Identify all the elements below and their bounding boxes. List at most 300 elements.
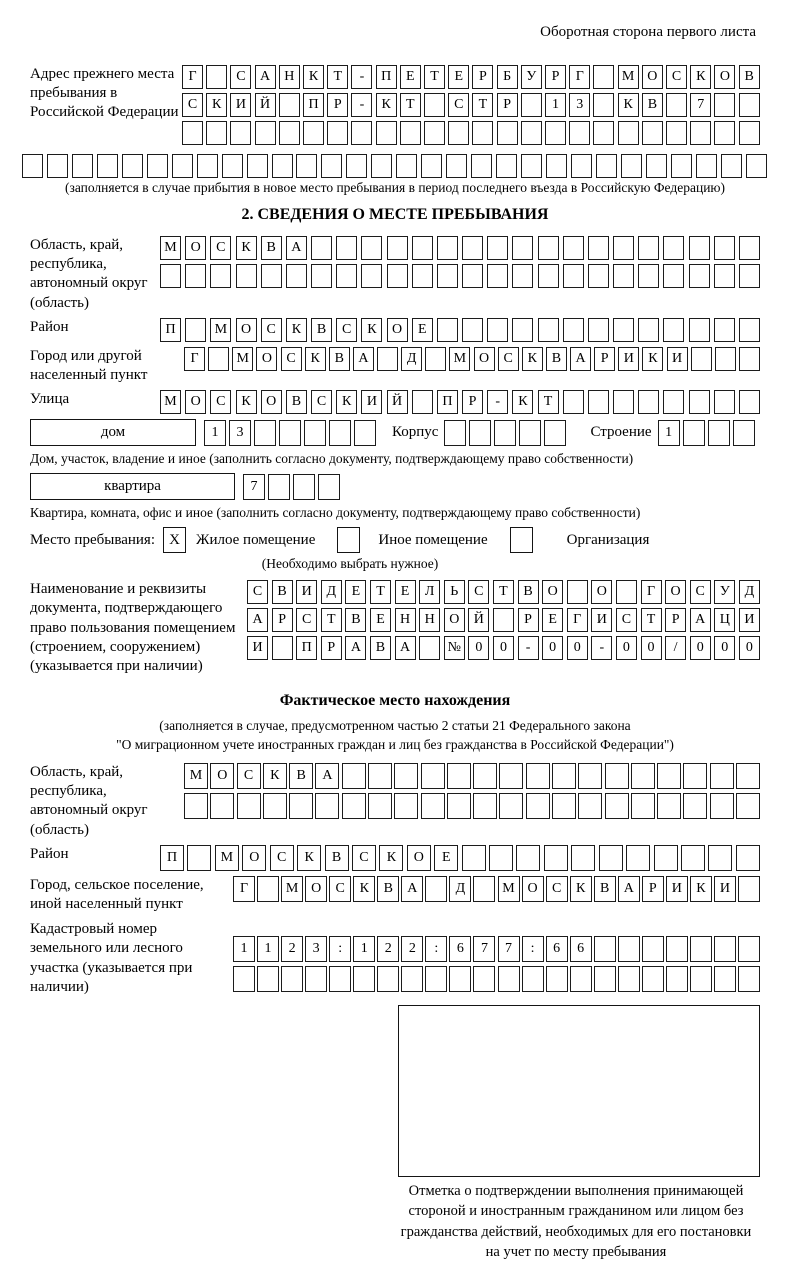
char-cell[interactable] (521, 121, 542, 145)
char-cell[interactable] (419, 636, 440, 660)
char-cell[interactable] (689, 236, 710, 260)
char-cell[interactable]: М (618, 65, 639, 89)
char-cell[interactable] (184, 793, 208, 819)
char-cell[interactable] (739, 390, 760, 414)
char-cell[interactable]: М (160, 390, 181, 414)
char-cell[interactable] (446, 154, 467, 178)
char-cell[interactable] (263, 793, 287, 819)
char-cell[interactable]: К (286, 318, 307, 342)
char-cell[interactable]: О (236, 318, 257, 342)
char-cell[interactable] (279, 420, 301, 446)
char-cell[interactable] (493, 608, 514, 632)
char-cell[interactable] (412, 236, 433, 260)
char-cell[interactable]: С (352, 845, 376, 871)
char-cell[interactable]: К (236, 236, 257, 260)
char-cell[interactable] (261, 264, 282, 288)
char-cell[interactable] (714, 936, 736, 962)
char-cell[interactable]: 6 (546, 936, 568, 962)
char-cell[interactable]: К (297, 845, 321, 871)
char-cell[interactable]: Г (641, 580, 662, 604)
char-cell[interactable] (172, 154, 193, 178)
char-cell[interactable]: С (546, 876, 568, 902)
char-cell[interactable]: 0 (616, 636, 637, 660)
char-cell[interactable] (286, 264, 307, 288)
char-cell[interactable] (638, 236, 659, 260)
char-cell[interactable] (563, 264, 584, 288)
char-cell[interactable]: В (370, 636, 391, 660)
char-cell[interactable]: К (263, 763, 287, 789)
char-cell[interactable]: М (184, 763, 208, 789)
char-cell[interactable] (638, 264, 659, 288)
char-cell[interactable]: А (353, 347, 374, 371)
char-cell[interactable]: Р (321, 636, 342, 660)
char-cell[interactable] (571, 845, 595, 871)
char-cell[interactable]: О (591, 580, 612, 604)
char-cell[interactable]: / (665, 636, 686, 660)
char-cell[interactable] (351, 121, 372, 145)
char-cell[interactable]: Е (345, 580, 366, 604)
char-cell[interactable]: Е (434, 845, 458, 871)
char-cell[interactable] (342, 763, 366, 789)
char-cell[interactable]: : (425, 936, 447, 962)
char-cell[interactable] (746, 154, 767, 178)
char-cell[interactable] (642, 936, 664, 962)
char-cell[interactable]: В (345, 608, 366, 632)
char-cell[interactable] (346, 154, 367, 178)
char-cell[interactable] (544, 845, 568, 871)
char-cell[interactable] (663, 264, 684, 288)
char-cell[interactable]: Р (642, 876, 664, 902)
char-cell[interactable] (710, 763, 734, 789)
char-cell[interactable]: В (261, 236, 282, 260)
char-cell[interactable] (462, 264, 483, 288)
char-cell[interactable]: И (666, 876, 688, 902)
char-cell[interactable]: К (570, 876, 592, 902)
char-cell[interactable]: А (345, 636, 366, 660)
char-cell[interactable]: С (261, 318, 282, 342)
char-cell[interactable] (552, 763, 576, 789)
char-cell[interactable]: 2 (281, 936, 303, 962)
char-cell[interactable] (421, 793, 445, 819)
char-cell[interactable] (552, 793, 576, 819)
char-cell[interactable] (47, 154, 68, 178)
char-cell[interactable]: Р (272, 608, 293, 632)
char-cell[interactable]: К (236, 390, 257, 414)
char-cell[interactable]: № (444, 636, 465, 660)
char-cell[interactable] (512, 236, 533, 260)
char-cell[interactable]: О (387, 318, 408, 342)
char-cell[interactable]: В (377, 876, 399, 902)
char-cell[interactable]: 0 (542, 636, 563, 660)
char-cell[interactable]: 0 (567, 636, 588, 660)
char-cell[interactable] (421, 763, 445, 789)
char-cell[interactable]: Р (518, 608, 539, 632)
char-cell[interactable] (714, 236, 735, 260)
char-cell[interactable]: Е (395, 580, 416, 604)
char-cell[interactable] (578, 763, 602, 789)
char-cell[interactable] (714, 318, 735, 342)
char-cell[interactable] (689, 318, 710, 342)
char-cell[interactable] (498, 966, 520, 992)
char-cell[interactable]: К (690, 876, 712, 902)
char-cell[interactable] (522, 966, 544, 992)
char-cell[interactable] (739, 93, 760, 117)
char-cell[interactable] (268, 474, 290, 500)
char-cell[interactable] (631, 763, 655, 789)
char-cell[interactable] (469, 420, 491, 446)
char-cell[interactable]: П (437, 390, 458, 414)
char-cell[interactable] (666, 121, 687, 145)
char-cell[interactable] (613, 264, 634, 288)
char-cell[interactable] (733, 420, 755, 446)
char-cell[interactable]: И (247, 636, 268, 660)
char-cell[interactable]: К (353, 876, 375, 902)
char-cell[interactable]: Р (327, 93, 348, 117)
char-cell[interactable] (400, 121, 421, 145)
char-cell[interactable] (315, 793, 339, 819)
char-cell[interactable] (377, 347, 398, 371)
char-cell[interactable] (593, 93, 614, 117)
char-cell[interactable] (293, 474, 315, 500)
char-cell[interactable] (546, 154, 567, 178)
char-cell[interactable] (329, 420, 351, 446)
char-cell[interactable] (526, 763, 550, 789)
char-cell[interactable]: А (690, 608, 711, 632)
char-cell[interactable] (425, 876, 447, 902)
char-cell[interactable]: И (714, 876, 736, 902)
char-cell[interactable]: 7 (473, 936, 495, 962)
char-cell[interactable]: Г (184, 347, 205, 371)
char-cell[interactable] (272, 154, 293, 178)
char-cell[interactable] (588, 264, 609, 288)
char-cell[interactable] (739, 264, 760, 288)
char-cell[interactable]: 2 (377, 936, 399, 962)
char-cell[interactable] (710, 793, 734, 819)
char-cell[interactable]: Г (569, 65, 590, 89)
char-cell[interactable]: Е (412, 318, 433, 342)
char-cell[interactable]: В (272, 580, 293, 604)
char-cell[interactable] (22, 154, 43, 178)
char-cell[interactable]: 0 (493, 636, 514, 660)
char-cell[interactable] (185, 264, 206, 288)
char-cell[interactable]: О (474, 347, 495, 371)
char-cell[interactable]: В (518, 580, 539, 604)
char-cell[interactable]: 0 (739, 636, 760, 660)
char-cell[interactable] (437, 264, 458, 288)
char-cell[interactable] (437, 236, 458, 260)
char-cell[interactable] (342, 793, 366, 819)
char-cell[interactable]: В (286, 390, 307, 414)
char-cell[interactable] (618, 121, 639, 145)
char-cell[interactable] (646, 154, 667, 178)
char-cell[interactable]: Т (641, 608, 662, 632)
char-cell[interactable]: О (242, 845, 266, 871)
house-type-box[interactable]: дом (30, 419, 196, 446)
char-cell[interactable]: : (522, 936, 544, 962)
char-cell[interactable] (696, 154, 717, 178)
char-cell[interactable]: Р (594, 347, 615, 371)
char-cell[interactable]: О (665, 580, 686, 604)
char-cell[interactable] (516, 845, 540, 871)
char-cell[interactable]: С (498, 347, 519, 371)
char-cell[interactable]: А (315, 763, 339, 789)
char-cell[interactable] (412, 390, 433, 414)
char-cell[interactable]: С (270, 845, 294, 871)
char-cell[interactable] (462, 318, 483, 342)
char-cell[interactable] (160, 264, 181, 288)
char-cell[interactable] (613, 236, 634, 260)
char-cell[interactable] (236, 264, 257, 288)
char-cell[interactable]: 2 (401, 936, 423, 962)
char-cell[interactable] (182, 121, 203, 145)
char-cell[interactable]: Т (400, 93, 421, 117)
char-cell[interactable] (336, 236, 357, 260)
char-cell[interactable]: В (311, 318, 332, 342)
char-cell[interactable]: И (618, 347, 639, 371)
char-cell[interactable]: С (336, 318, 357, 342)
char-cell[interactable]: Е (448, 65, 469, 89)
char-cell[interactable]: - (351, 65, 372, 89)
char-cell[interactable] (569, 121, 590, 145)
char-cell[interactable]: И (667, 347, 688, 371)
char-cell[interactable] (421, 154, 442, 178)
char-cell[interactable]: К (206, 93, 227, 117)
char-cell[interactable] (538, 264, 559, 288)
char-cell[interactable] (563, 390, 584, 414)
char-cell[interactable] (281, 966, 303, 992)
char-cell[interactable]: Е (542, 608, 563, 632)
char-cell[interactable]: М (160, 236, 181, 260)
char-cell[interactable] (689, 390, 710, 414)
char-cell[interactable] (690, 966, 712, 992)
char-cell[interactable] (489, 845, 513, 871)
char-cell[interactable] (377, 966, 399, 992)
char-cell[interactable] (447, 763, 471, 789)
char-cell[interactable] (354, 420, 376, 446)
char-cell[interactable]: Й (468, 608, 489, 632)
char-cell[interactable]: А (401, 876, 423, 902)
char-cell[interactable] (353, 966, 375, 992)
char-cell[interactable] (97, 154, 118, 178)
char-cell[interactable]: 1 (545, 93, 566, 117)
char-cell[interactable]: 3 (305, 936, 327, 962)
char-cell[interactable] (327, 121, 348, 145)
char-cell[interactable]: К (379, 845, 403, 871)
char-cell[interactable] (605, 793, 629, 819)
char-cell[interactable] (739, 121, 760, 145)
char-cell[interactable]: А (395, 636, 416, 660)
char-cell[interactable]: С (666, 65, 687, 89)
char-cell[interactable]: К (336, 390, 357, 414)
char-cell[interactable] (593, 65, 614, 89)
char-cell[interactable]: О (185, 390, 206, 414)
char-cell[interactable] (663, 236, 684, 260)
char-cell[interactable]: 1 (658, 420, 680, 446)
char-cell[interactable] (499, 763, 523, 789)
char-cell[interactable]: 0 (714, 636, 735, 660)
char-cell[interactable] (666, 93, 687, 117)
char-cell[interactable] (736, 763, 760, 789)
char-cell[interactable] (683, 420, 705, 446)
char-cell[interactable] (683, 793, 707, 819)
char-cell[interactable] (247, 154, 268, 178)
char-cell[interactable] (618, 966, 640, 992)
char-cell[interactable]: И (230, 93, 251, 117)
char-cell[interactable] (424, 121, 445, 145)
char-cell[interactable] (642, 966, 664, 992)
char-cell[interactable]: М (449, 347, 470, 371)
char-cell[interactable]: О (185, 236, 206, 260)
char-cell[interactable]: Р (462, 390, 483, 414)
char-cell[interactable]: Д (739, 580, 760, 604)
char-cell[interactable] (487, 236, 508, 260)
char-cell[interactable]: П (296, 636, 317, 660)
char-cell[interactable]: Т (493, 580, 514, 604)
char-cell[interactable] (305, 966, 327, 992)
char-cell[interactable]: Й (387, 390, 408, 414)
char-cell[interactable] (185, 318, 206, 342)
char-cell[interactable]: К (305, 347, 326, 371)
char-cell[interactable] (254, 420, 276, 446)
char-cell[interactable]: С (210, 236, 231, 260)
char-cell[interactable] (394, 763, 418, 789)
char-cell[interactable] (666, 936, 688, 962)
char-cell[interactable]: Р (665, 608, 686, 632)
char-cell[interactable]: Л (419, 580, 440, 604)
char-cell[interactable] (471, 154, 492, 178)
char-cell[interactable]: О (407, 845, 431, 871)
char-cell[interactable]: К (618, 93, 639, 117)
char-cell[interactable]: 1 (204, 420, 226, 446)
char-cell[interactable]: В (289, 763, 313, 789)
char-cell[interactable]: П (160, 845, 184, 871)
char-cell[interactable]: 0 (690, 636, 711, 660)
char-cell[interactable] (681, 845, 705, 871)
char-cell[interactable] (396, 154, 417, 178)
char-cell[interactable] (689, 264, 710, 288)
char-cell[interactable] (448, 121, 469, 145)
char-cell[interactable] (616, 580, 637, 604)
char-cell[interactable]: М (210, 318, 231, 342)
char-cell[interactable]: В (546, 347, 567, 371)
char-cell[interactable]: И (739, 608, 760, 632)
char-cell[interactable]: 3 (569, 93, 590, 117)
char-cell[interactable] (368, 763, 392, 789)
char-cell[interactable] (563, 236, 584, 260)
char-cell[interactable] (519, 420, 541, 446)
char-cell[interactable] (563, 318, 584, 342)
char-cell[interactable] (487, 264, 508, 288)
char-cell[interactable] (714, 121, 735, 145)
char-cell[interactable] (690, 936, 712, 962)
char-cell[interactable]: С (311, 390, 332, 414)
char-cell[interactable] (739, 318, 760, 342)
char-cell[interactable]: О (210, 763, 234, 789)
char-cell[interactable] (690, 121, 711, 145)
char-cell[interactable]: В (329, 347, 350, 371)
char-cell[interactable]: Г (233, 876, 255, 902)
char-cell[interactable] (618, 936, 640, 962)
char-cell[interactable] (208, 347, 229, 371)
char-cell[interactable] (462, 236, 483, 260)
char-cell[interactable] (567, 580, 588, 604)
char-cell[interactable]: - (518, 636, 539, 660)
char-cell[interactable] (329, 966, 351, 992)
char-cell[interactable]: С (230, 65, 251, 89)
char-cell[interactable] (663, 390, 684, 414)
char-cell[interactable]: И (296, 580, 317, 604)
char-cell[interactable] (499, 793, 523, 819)
char-cell[interactable] (318, 474, 340, 500)
char-cell[interactable] (736, 845, 760, 871)
char-cell[interactable]: : (329, 936, 351, 962)
char-cell[interactable]: Т (472, 93, 493, 117)
char-cell[interactable]: О (261, 390, 282, 414)
char-cell[interactable] (361, 264, 382, 288)
char-cell[interactable] (714, 93, 735, 117)
char-cell[interactable]: Б (497, 65, 518, 89)
char-cell[interactable]: 7 (690, 93, 711, 117)
char-cell[interactable]: Н (279, 65, 300, 89)
char-cell[interactable] (588, 318, 609, 342)
char-cell[interactable] (210, 793, 234, 819)
char-cell[interactable]: Т (327, 65, 348, 89)
char-cell[interactable]: О (305, 876, 327, 902)
char-cell[interactable] (122, 154, 143, 178)
char-cell[interactable]: 7 (243, 474, 265, 500)
char-cell[interactable] (638, 390, 659, 414)
char-cell[interactable] (494, 420, 516, 446)
char-cell[interactable] (512, 318, 533, 342)
char-cell[interactable] (473, 966, 495, 992)
char-cell[interactable]: 6 (570, 936, 592, 962)
char-cell[interactable] (279, 93, 300, 117)
char-cell[interactable]: 1 (233, 936, 255, 962)
char-cell[interactable] (738, 966, 760, 992)
other-premises-checkbox[interactable] (337, 527, 360, 553)
char-cell[interactable]: У (714, 580, 735, 604)
char-cell[interactable] (255, 121, 276, 145)
char-cell[interactable] (588, 390, 609, 414)
char-cell[interactable] (449, 966, 471, 992)
char-cell[interactable]: Р (497, 93, 518, 117)
char-cell[interactable] (72, 154, 93, 178)
char-cell[interactable] (594, 936, 616, 962)
apartment-type-box[interactable]: квартира (30, 473, 235, 500)
char-cell[interactable] (387, 264, 408, 288)
char-cell[interactable]: И (361, 390, 382, 414)
char-cell[interactable]: Г (567, 608, 588, 632)
char-cell[interactable] (714, 390, 735, 414)
char-cell[interactable]: А (255, 65, 276, 89)
char-cell[interactable]: 0 (468, 636, 489, 660)
char-cell[interactable] (425, 347, 446, 371)
char-cell[interactable] (412, 264, 433, 288)
char-cell[interactable]: С (468, 580, 489, 604)
char-cell[interactable]: 7 (498, 936, 520, 962)
char-cell[interactable]: Й (255, 93, 276, 117)
char-cell[interactable] (671, 154, 692, 178)
char-cell[interactable]: М (215, 845, 239, 871)
char-cell[interactable] (311, 264, 332, 288)
char-cell[interactable]: - (351, 93, 372, 117)
char-cell[interactable]: 6 (449, 936, 471, 962)
char-cell[interactable]: И (591, 608, 612, 632)
char-cell[interactable] (230, 121, 251, 145)
char-cell[interactable] (187, 845, 211, 871)
char-cell[interactable]: Д (401, 347, 422, 371)
char-cell[interactable] (714, 966, 736, 992)
